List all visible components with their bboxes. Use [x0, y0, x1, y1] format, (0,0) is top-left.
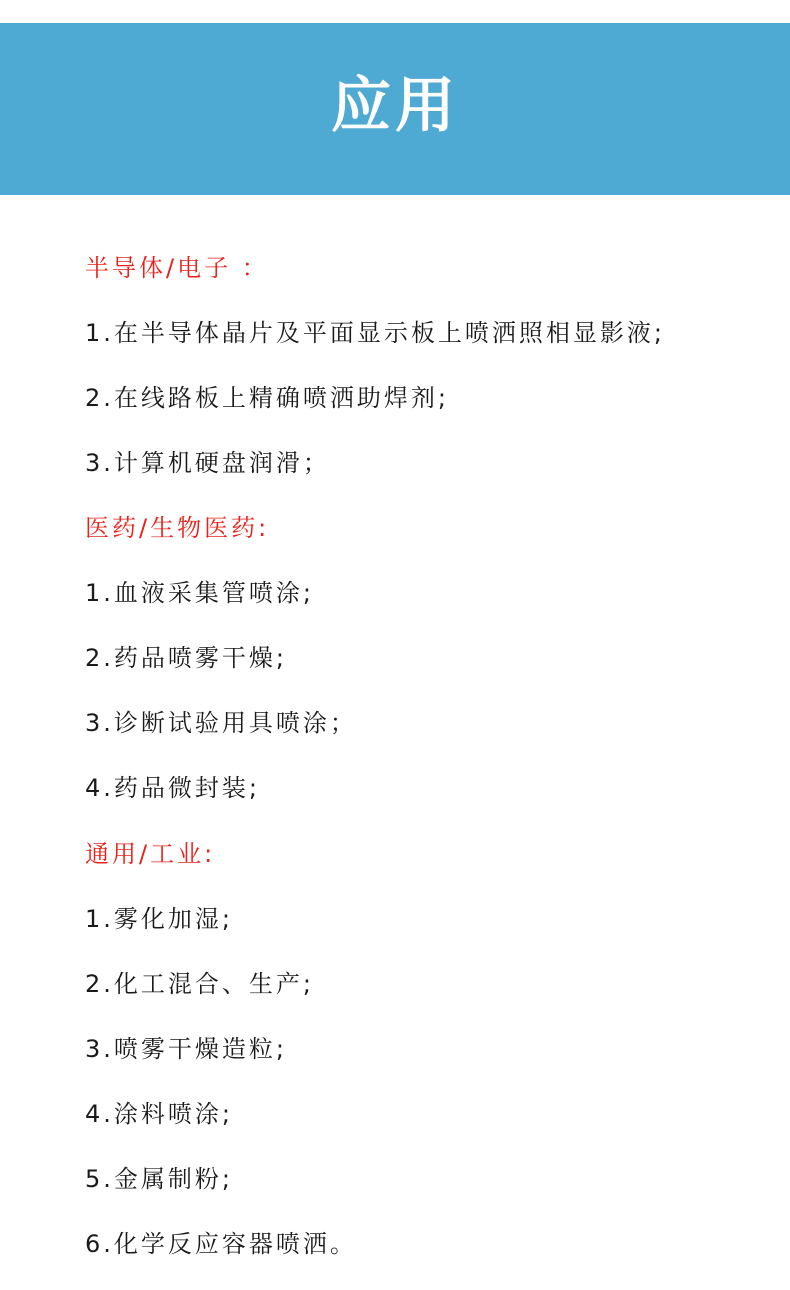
list-item: 1.在半导体晶片及平面显示板上喷洒照相显影液; — [85, 319, 665, 347]
list-item: 4.涂料喷涂; — [85, 1100, 233, 1128]
section-heading-medical: 医药/生物医药: — [85, 514, 270, 542]
title-banner — [0, 23, 790, 195]
list-item: 6.化学反应容器喷洒。 — [85, 1230, 357, 1258]
list-item: 1.雾化加湿; — [85, 905, 233, 933]
list-item: 2.在线路板上精确喷洒助焊剂; — [85, 384, 449, 412]
list-item: 3.喷雾干燥造粒; — [85, 1035, 287, 1063]
list-item: 2.药品喷雾干燥; — [85, 644, 287, 672]
list-item: 5.金属制粉; — [85, 1165, 233, 1193]
section-heading-semiconductor: 半导体/电子 ： — [85, 254, 269, 282]
list-item: 3.诊断试验用具喷涂； — [85, 709, 357, 737]
page-title: 应用 — [331, 71, 459, 141]
list-item: 4.药品微封装; — [85, 774, 260, 802]
list-item: 1.血液采集管喷涂; — [85, 579, 314, 607]
section-heading-industrial: 通用/工业: — [85, 840, 216, 868]
list-item: 2.化工混合、生产; — [85, 970, 314, 998]
list-item: 3.计算机硬盘润滑； — [85, 449, 330, 477]
